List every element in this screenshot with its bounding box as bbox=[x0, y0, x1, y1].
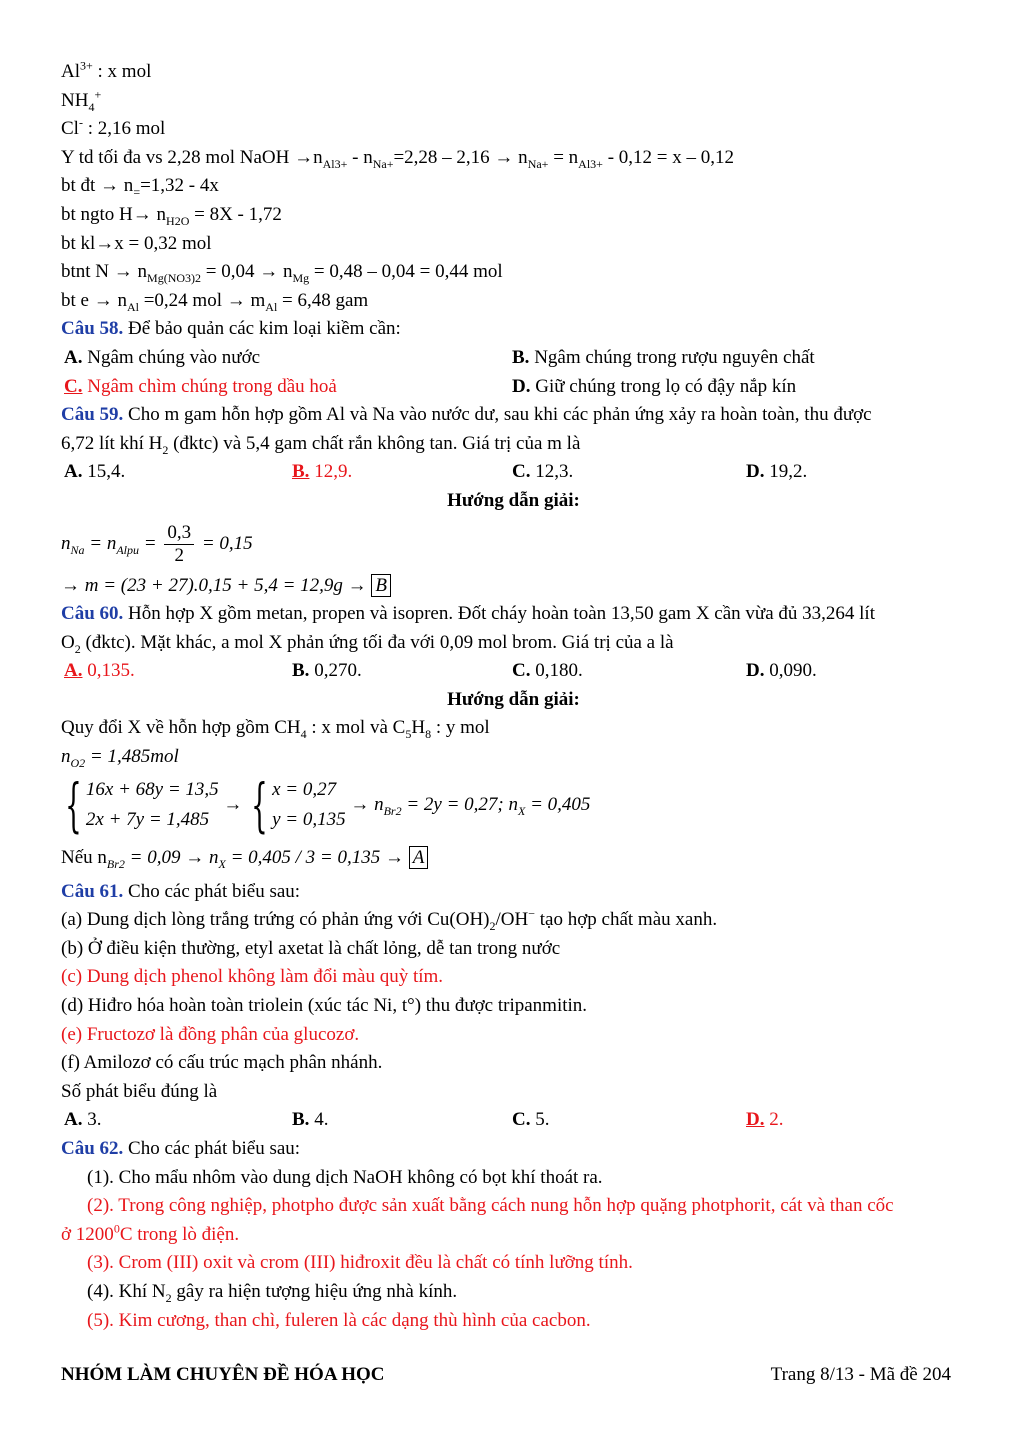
statement-c: (c) Dung dịch phenol không làm đổi màu quỳ tím. bbox=[61, 966, 444, 988]
option-d: D. 0,090. bbox=[746, 660, 817, 682]
formula-line: $n_{O2} = 1,485mol$ bbox=[61, 746, 179, 770]
formula-line: $n_{Na} = n_{Alpu}$ = $\frac{0,3}{2}$ = 0,15 bbox=[61, 521, 253, 566]
statement-2: (2). Trong công nghiệp, photpho được sản xuất bằng cách nung hỗn hợp quặng photphorit, cát và than cốc bbox=[87, 1195, 894, 1217]
option-d-answer: D. 2. bbox=[746, 1109, 784, 1131]
option-b: B. Ngâm chúng trong rượu nguyên chất bbox=[512, 346, 815, 368]
solution-line: bt $e \to n_{Al} =0,24$ mol → $m_{Al} = 6,48$ gam bbox=[61, 289, 369, 314]
fraction: $\frac{0,3}{2}$ bbox=[164, 522, 194, 567]
statement-4: (4). Khí $N_2$ gây ra hiện tượng hiệu ứng nhà kính. bbox=[87, 1280, 458, 1305]
options-row bbox=[61, 657, 966, 686]
statement-a: (a) Dung dịch lòng trắng trứng có phản ứng với $Cu(OH)_2/OH^-$ tạo hợp chất màu xanh. bbox=[61, 906, 718, 934]
statement-5: (5). Kim cương, than chì, fuleren là các dạng thù hình của cacbon. bbox=[87, 1309, 591, 1331]
system-right: { x = 0,27 y = 0,135 bbox=[251, 771, 346, 840]
option-d: D. Giữ chúng trong lọ có đậy nắp kín bbox=[512, 375, 797, 397]
question-60-cont: $O_2$ (đktc). Mặt khác, a mol X phản ứng tối đa với 0,09 mol brom. Giá trị của a là bbox=[61, 631, 674, 656]
option-a: A. 3. bbox=[64, 1109, 102, 1131]
options-row bbox=[61, 373, 966, 402]
statement-d: (d) Hiđro hóa hoàn toàn triolein (xúc tác Ni, t°) thu được tripanmitin. bbox=[61, 995, 588, 1017]
question-58: Câu 58. Để bảo quản các kim loại kiềm cần: bbox=[61, 318, 401, 340]
option-b: B. 4. bbox=[292, 1109, 329, 1131]
option-d: D. 19,2. bbox=[746, 461, 808, 483]
statement-f: (f) Amilozơ có cấu trúc mạch phân nhánh. bbox=[61, 1052, 383, 1074]
solution-line: Quy đổi X về hỗn hợp gồm $CH_4$ : x mol và $C_5H_8$ : y mol bbox=[61, 717, 490, 742]
statement-1: (1). Cho mẩu nhôm vào dung dịch NaOH không có bọt khí thoát ra. bbox=[87, 1166, 603, 1188]
option-a: A. 15,4. bbox=[64, 461, 126, 483]
question-62: Câu 62. Cho các phát biểu sau: bbox=[61, 1138, 301, 1159]
option-c: C. 0,180. bbox=[512, 660, 583, 682]
question-prompt: Số phát biểu đúng là bbox=[61, 1080, 218, 1102]
footer-group-name: NHÓM LÀM CHUYÊN ĐỀ HÓA HỌC bbox=[61, 1364, 385, 1385]
equation-system: { 16x + 68y = 13,5 2x + 7y = 1,485 → { x = 0,27 y = 0,135 → $n_{Br2} = 2y = 0,27$; $n_X = 0,405$ bbox=[61, 772, 966, 838]
solution-line: bt ngto $H\to n_{H2O} = 8X - 1,72$ bbox=[61, 203, 282, 228]
footer-page-number: Trang 8/13 - Mã đề 204 bbox=[770, 1364, 951, 1385]
ion-cl: Cl- : 2,16 mol bbox=[61, 115, 166, 140]
answer-box: B bbox=[371, 574, 391, 597]
option-b: B. 0,270. bbox=[292, 660, 362, 682]
question-61: Câu 61. Cho các phát biểu sau: bbox=[61, 880, 301, 902]
question-59-cont: 6,72 lít khí $H_2$ (đktc) và 5,4 gam chất rắn không tan. Giá trị của m là bbox=[61, 432, 581, 457]
guide-heading: Hướng dẫn giải: bbox=[447, 489, 580, 511]
options-row bbox=[61, 344, 966, 373]
answer-box: A bbox=[409, 846, 429, 869]
option-a: A. Ngâm chúng vào nước bbox=[64, 346, 261, 368]
statement-2-cont: ở 1200$^0$C trong lò điện. bbox=[61, 1221, 240, 1245]
solution-line: bt kl→x = 0,32 mol bbox=[61, 232, 212, 254]
document-body bbox=[61, 58, 966, 1335]
solution-line: bt đt → $n_==1,32 - 4x$ bbox=[61, 175, 219, 200]
options-row bbox=[61, 1106, 966, 1135]
ion-nh4: $NH_4^+$ bbox=[61, 87, 102, 114]
formula-line: → m = (23 + 27).0,15 + 5,4 = 12,9g → B bbox=[61, 572, 966, 601]
question-59: Câu 59. Cho m gam hỗn hợp gồm Al và Na vào nước dư, sau khi các phản ứng xảy ra hoàn toàn, thu được bbox=[61, 404, 872, 426]
solution-line: Y td tối đa vs 2,28 mol NaOH $\to n_{Al3+} - n_{Na+}=2,28 - 2,16 \to n_{Na+} = n_{Al3+} - 0,12 = x - 0,12$ bbox=[61, 146, 734, 171]
option-b-answer: B. 12,9. bbox=[292, 461, 353, 483]
system-left: { 16x + 68y = 13,5 2x + 7y = 1,485 bbox=[65, 771, 219, 840]
page-footer bbox=[61, 1361, 951, 1389]
options-row bbox=[61, 458, 966, 487]
question-60: Câu 60. Hỗn hợp X gồm metan, propen và isopren. Đốt cháy hoàn toàn 13,50 gam X cần vừa đủ 33,264 lít bbox=[61, 603, 875, 625]
solution-line: btnt $N \to n_{Mg(NO3)2} = 0,04 \to n_{Mg} = 0,48 - 0,04 = 0,44$ mol bbox=[61, 261, 503, 285]
option-c: C. 5. bbox=[512, 1109, 550, 1131]
option-c: C. 12,3. bbox=[512, 461, 574, 483]
formula-line: Nếu $n_{Br2} = 0,09 \to n_X = 0,405 / 3 = 0,135 \to A$ bbox=[61, 838, 966, 878]
ion-al: $Al^{3+}$ : x mol bbox=[61, 58, 152, 82]
guide-heading: Hướng dẫn giải: bbox=[447, 688, 580, 710]
option-c-answer: C. Ngâm chìm chúng trong dầu hoả bbox=[64, 375, 337, 397]
statement-b: (b) Ở điều kiện thường, etyl axetat là chất lỏng, dễ tan trong nước bbox=[61, 937, 561, 959]
statement-e: (e) Fructozơ là đồng phân của glucozơ. bbox=[61, 1023, 360, 1045]
option-a-answer: A. 0,135. bbox=[64, 660, 135, 682]
statement-3: (3). Crom (III) oxit và crom (III) hiđroxit đều là chất có tính lưỡng tính. bbox=[87, 1252, 633, 1274]
